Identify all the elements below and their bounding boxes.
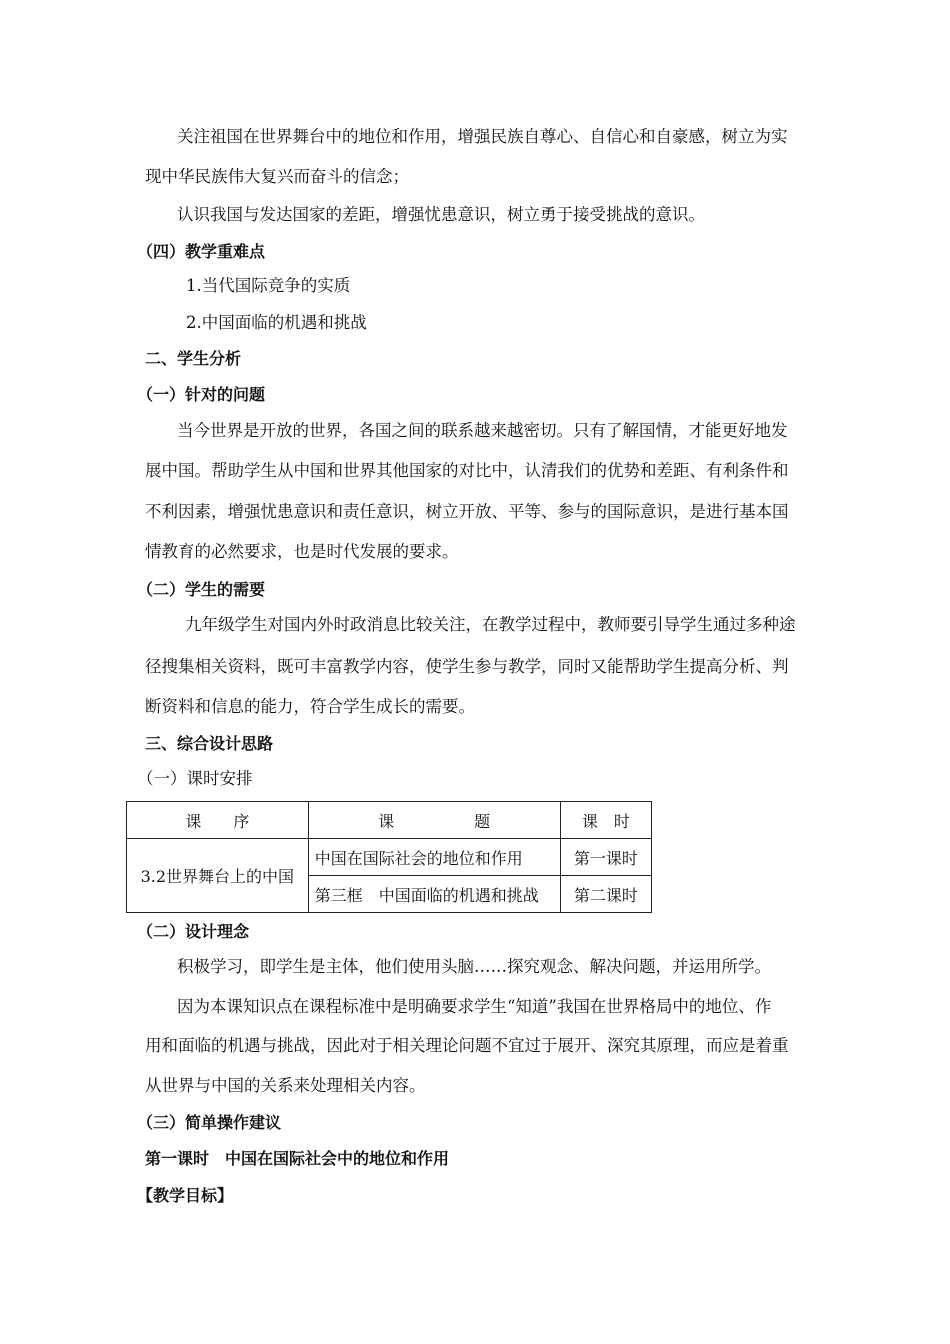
part3-sub3-heading: （三）简单操作建议: [137, 1113, 282, 1132]
part2-sub2-line3: 断资料和信息的能力，符合学生成长的需要。: [145, 697, 475, 716]
part2-sub2-line1: 九年级学生对国内外时政消息比较关注，在教学过程中，教师要引导学生通过多种途: [185, 615, 796, 634]
part3-sub2-line2: 因为本课知识点在课程标准中是明确要求学生“知道”我国在世界格局中的地位、作: [177, 997, 772, 1016]
part3-sub1-heading: （一）课时安排: [137, 769, 253, 788]
section4-item1: 1.当代国际竞争的实质: [186, 276, 351, 295]
part2-sub1-heading: （一）针对的问题: [137, 385, 266, 404]
lesson1-heading: 第一课时 中国在国际社会中的地位和作用: [145, 1149, 450, 1168]
part3-sub2-line3: 用和面临的机遇与挑战，因此对于相关理论问题不宜过于展开、深究其原理，而应是着重: [145, 1036, 789, 1055]
part2-sub1-line3: 不利因素，增强忧患意识和责任意识，树立开放、平等、参与的国际意识，是进行基本国: [145, 502, 789, 521]
schedule-table: [126, 801, 652, 913]
section4-heading: （四）教学重难点: [137, 242, 266, 261]
part2-sub2-line2: 径搜集相关资料，既可丰富教学内容，使学生参与教学，同时又能帮助学生提高分析、判: [145, 657, 789, 676]
table-cell-lesson: 3.2世界舞台上的中国: [127, 839, 309, 913]
teaching-goals-heading: 【教学目标】: [137, 1186, 234, 1205]
part3-sub2-line4: 从世界与中国的关系来处理相关内容。: [145, 1076, 426, 1095]
table-cell-topic: 第三框 中国面临的机遇和挑战: [308, 876, 560, 913]
part2-heading: 二、学生分析: [145, 349, 242, 368]
para2: 认识我国与发达国家的差距，增强忧患意识，树立勇于接受挑战的意识。: [177, 205, 705, 224]
table-cell-period: 第二课时: [560, 876, 651, 913]
table-row: [127, 839, 652, 876]
part2-sub2-heading: （二）学生的需要: [137, 580, 266, 599]
para1-line2: 现中华民族伟大复兴而奋斗的信念；: [145, 167, 409, 186]
table-cell-topic: 中国在国际社会的地位和作用: [308, 839, 560, 876]
table-header-lesson: 课 序: [127, 802, 309, 839]
table-header-period: 课 时: [560, 802, 651, 839]
part2-sub1-line4: 情教育的必然要求，也是时代发展的要求。: [145, 542, 459, 561]
part3-sub2-heading: （二）设计理念: [137, 922, 250, 941]
part2-sub1-line2: 展中国。帮助学生从中国和世界其他国家的对比中，认清我们的优势和差距、有利条件和: [145, 461, 789, 480]
table-cell-period: 第一课时: [560, 839, 651, 876]
part3-heading: 三、综合设计思路: [145, 734, 274, 753]
para1-line1: 关注祖国在世界舞台中的地位和作用，增强民族自尊心、自信心和自豪感，树立为实: [177, 127, 788, 146]
table-header-row: [127, 802, 652, 839]
section4-item2: 2.中国面临的机遇和挑战: [186, 313, 367, 332]
part2-sub1-line1: 当今世界是开放的世界，各国之间的联系越来越密切。只有了解国情，才能更好地发: [177, 421, 788, 440]
table-header-topic: 课 题: [308, 802, 560, 839]
part3-sub2-line1: 积极学习，即学生是主体，他们使用头脑……探究观念、解决问题，并运用所学。: [177, 957, 771, 976]
